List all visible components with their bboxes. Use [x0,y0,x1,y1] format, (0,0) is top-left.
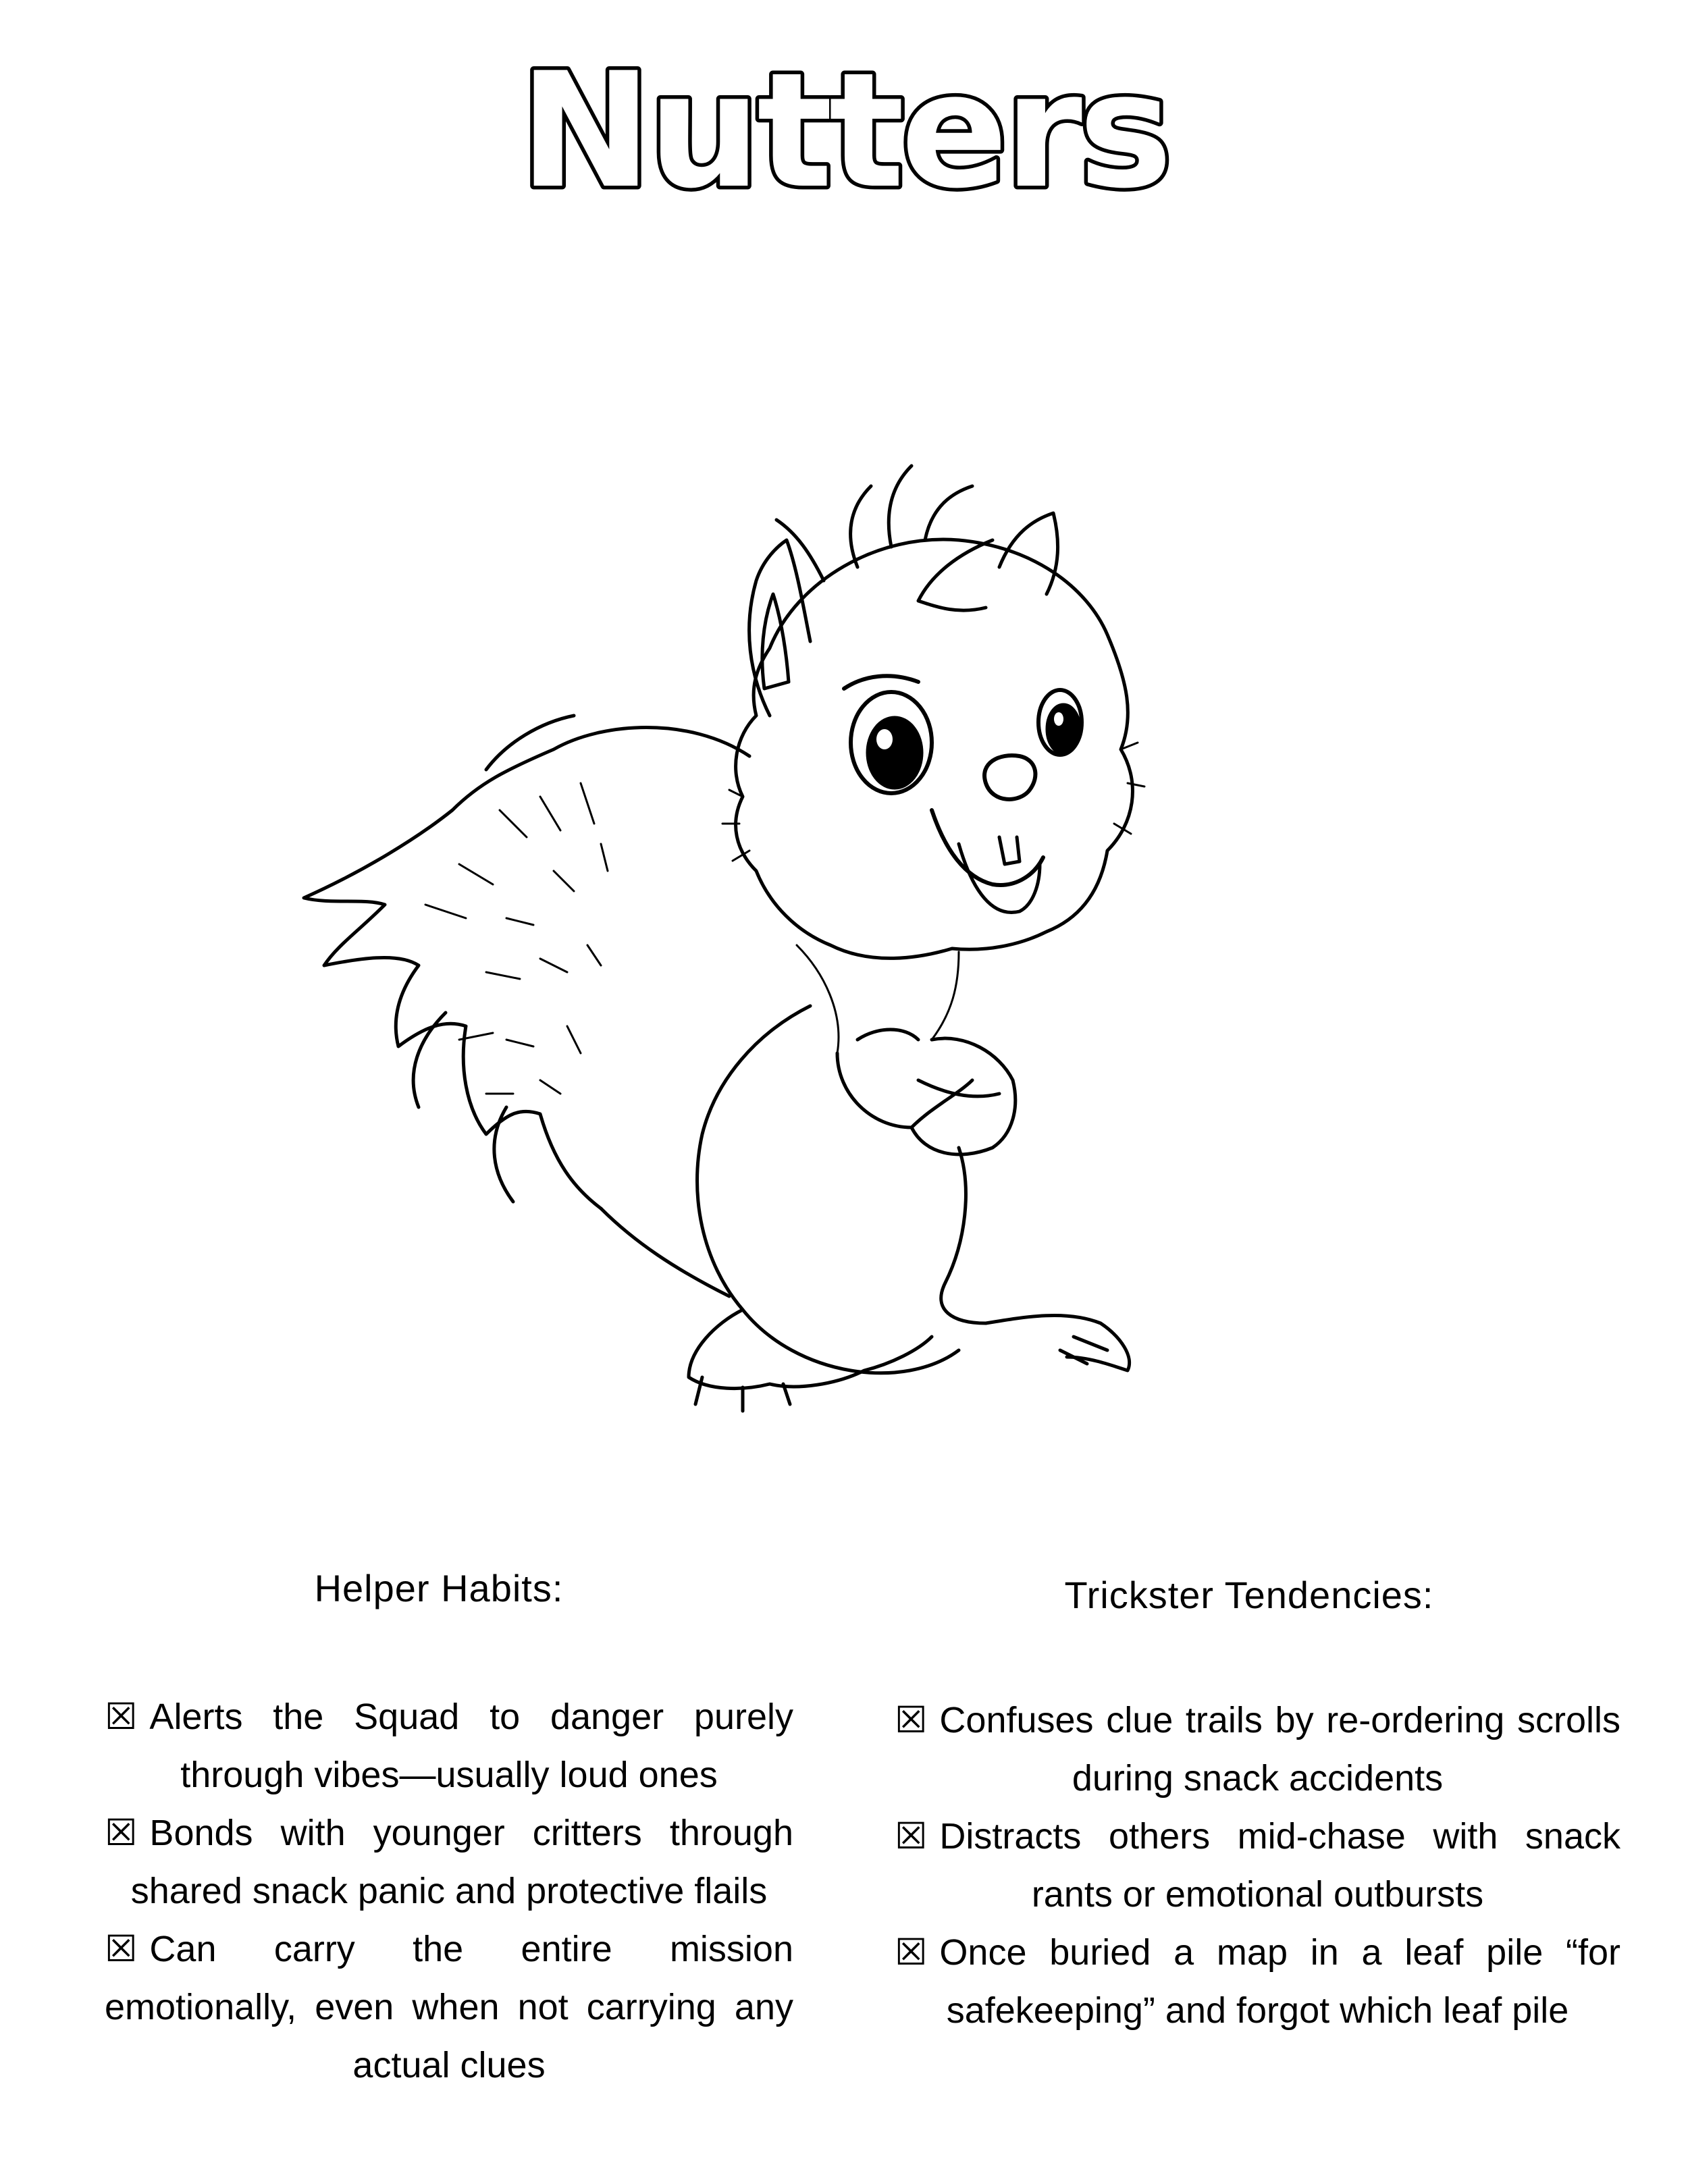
list-item [895,1691,1620,1807]
squirrel-icon [284,432,1310,1526]
list-item-text: Can carry the entire mission emotionally, even when not carrying any actual clues [105,1929,793,2085]
list-item-text: Once buried a map in a leaf pile “for safekeeping” and forgot which leaf pile [939,1932,1620,2031]
squirrel-illustration [284,432,1310,1526]
list-item [105,1688,793,1804]
list-item-text: Alerts the Squad to danger purely through vibes—usually loud ones [149,1697,793,1795]
checkbox-x-icon: ☒ [105,1811,138,1854]
checkbox-x-icon: ☒ [895,1931,928,1973]
helper-habits-heading: Helper Habits: [314,1567,564,1609]
list-item-text: Distracts others mid-chase with snack rants or emotional outbursts [939,1816,1620,1915]
checkbox-x-icon: ☒ [105,1927,138,1970]
page-title-outline-text [0,47,1688,216]
checkbox-x-icon: ☒ [895,1699,928,1741]
list-item-text: Confuses clue trails by re-ordering scrolls during snack accidents [939,1700,1620,1799]
list-item [105,1804,793,1920]
list-item [895,1923,1620,2040]
checkbox-x-icon: ☒ [105,1695,138,1738]
list-item-text: Bonds with younger critters through shared snack panic and protective flails [130,1813,793,1911]
helper-habits-list [105,1688,793,2094]
list-item [105,1920,793,2094]
checkbox-x-icon: ☒ [895,1815,928,1857]
page-title [0,47,1688,216]
trickster-tendencies-heading: Trickster Tendencies: [1064,1574,1434,1616]
trickster-tendencies-list [895,1691,1620,2040]
list-item [895,1807,1620,1923]
page-title-text: Nutters [519,47,1169,216]
